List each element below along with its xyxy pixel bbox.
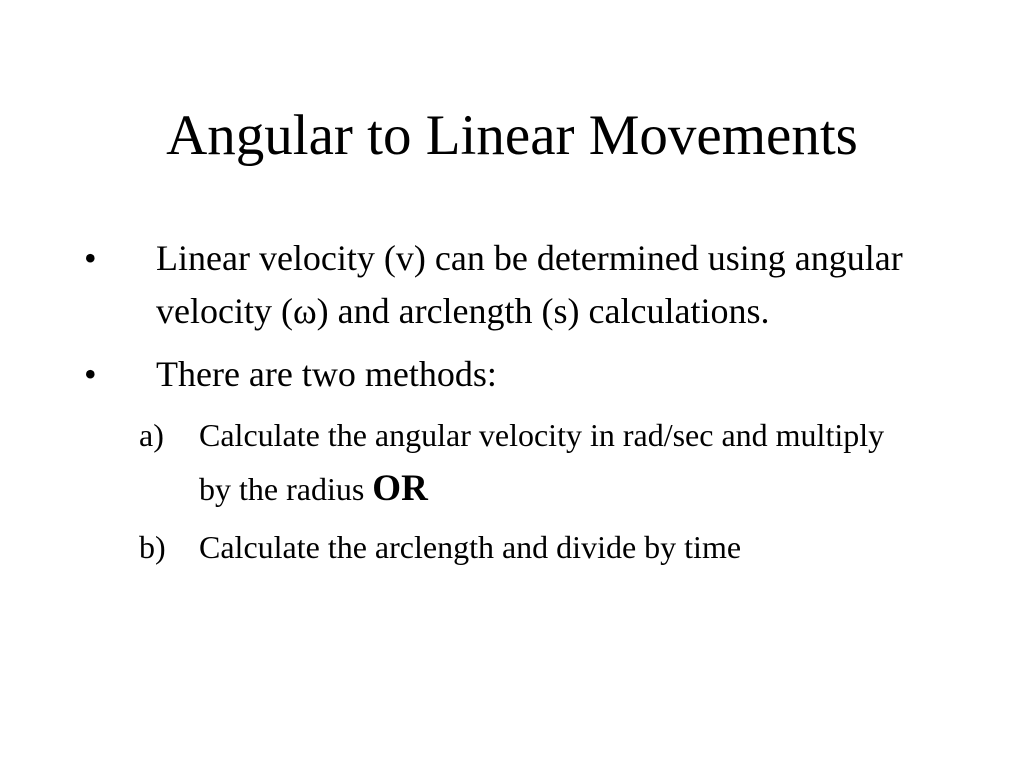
bullet-item xyxy=(84,232,914,338)
method-text: Calculate the arclength and divide by time xyxy=(199,529,742,565)
emphasis-or: OR xyxy=(372,468,428,509)
method-marker: a) xyxy=(139,417,164,453)
method-item xyxy=(139,521,914,574)
method-text: Calculate the angular velocity in rad/sec and multiply by the radius xyxy=(199,417,885,507)
slide-title: Angular to Linear Movements xyxy=(166,104,858,167)
method-item xyxy=(139,409,914,516)
bullet-marker: • xyxy=(84,238,97,278)
bullet-list xyxy=(84,232,914,579)
method-marker: b) xyxy=(139,529,166,565)
bullet-text: There are two methods: xyxy=(156,354,497,394)
bullet-item xyxy=(84,348,914,401)
methods-list xyxy=(84,409,914,574)
bullet-marker: • xyxy=(84,354,97,394)
bullet-text: Linear velocity (v) can be determined using angular velocity (ω) and arclength (s) calculations. xyxy=(156,238,903,331)
